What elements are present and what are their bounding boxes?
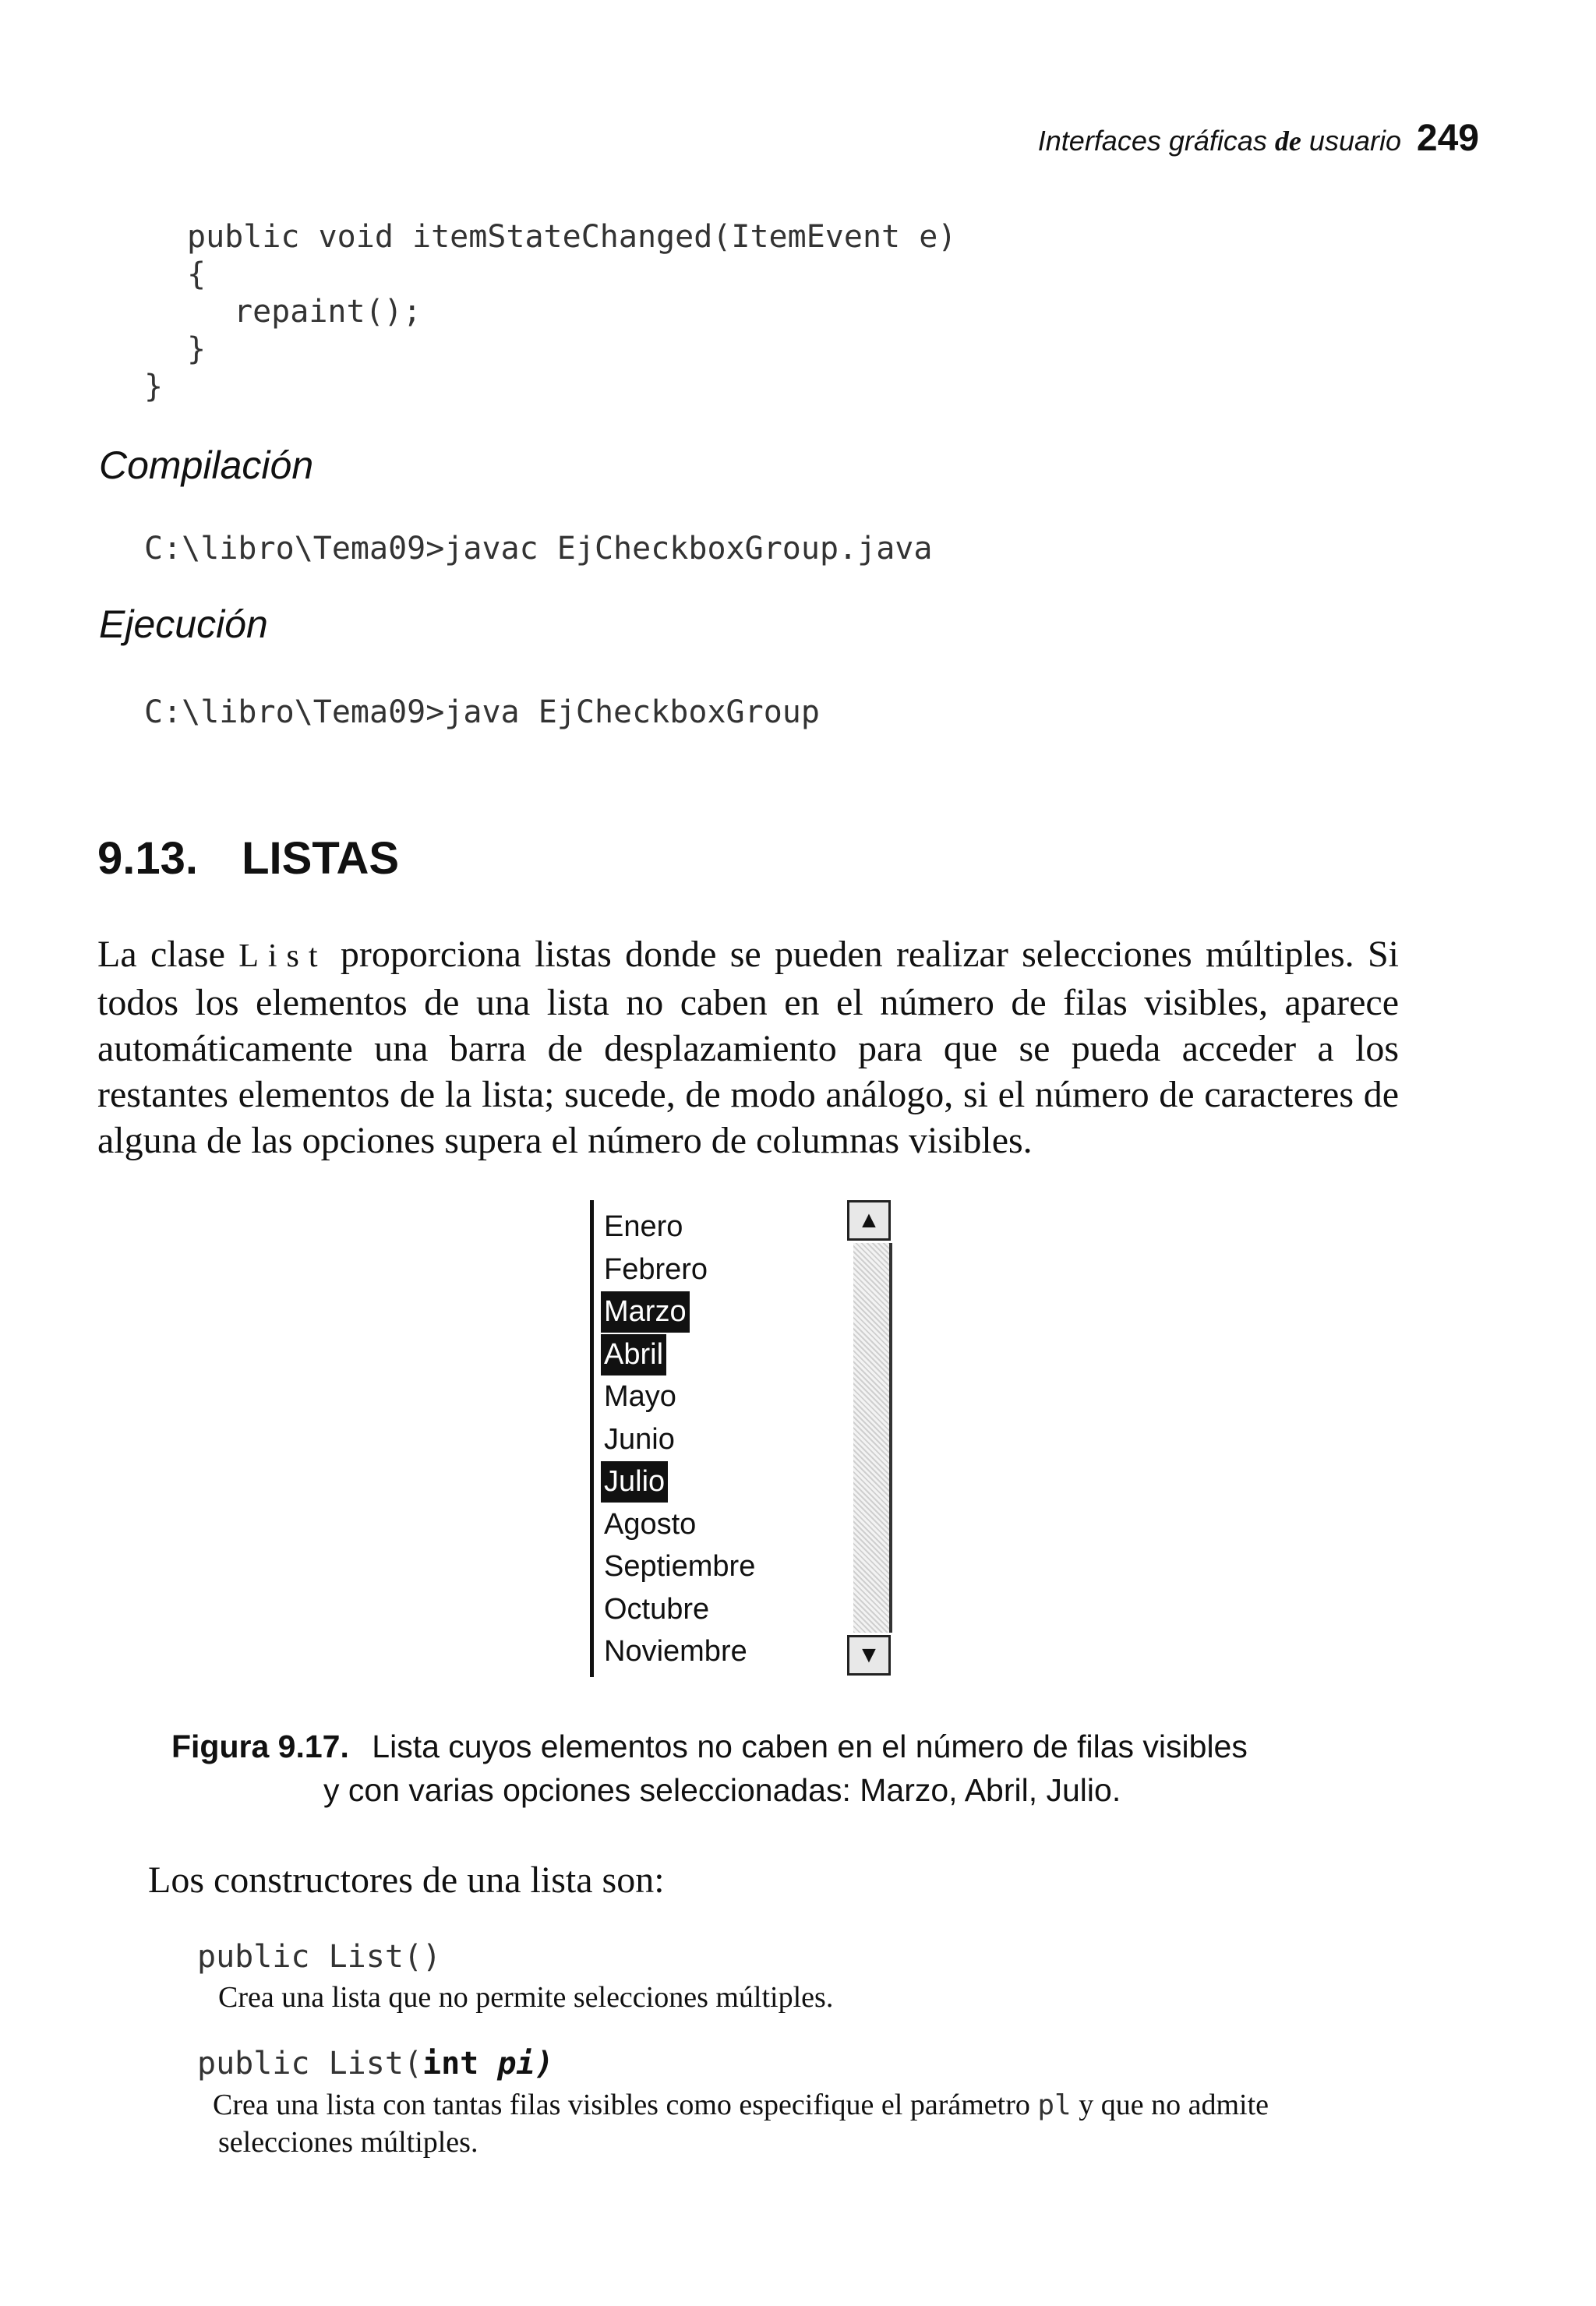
list-item[interactable]: Mayo — [604, 1380, 676, 1413]
caption-text-1: Lista cuyos elementos no caben en el número de filas visibles — [372, 1729, 1248, 1764]
list-item[interactable]: Junio — [604, 1422, 675, 1456]
arrow-up-icon: ▲ — [857, 1207, 881, 1233]
caption-line-1 — [171, 1725, 1418, 1768]
code-line: public void itemStateChanged(ItemEvent e) — [187, 219, 957, 255]
compile-label: Compilación — [99, 443, 314, 487]
constructor-1-signature: public List() — [197, 1939, 442, 1975]
scroll-down-button[interactable] — [847, 1635, 891, 1676]
running-title-part3: usuario — [1308, 125, 1401, 157]
code-line: { — [187, 256, 207, 292]
arrow-down-icon: ▼ — [857, 1642, 881, 1668]
constructor-2-desc-after: y que no admite — [1071, 2089, 1269, 2121]
constructor-2-param: pi) — [497, 2046, 554, 2082]
list-item[interactable]: Octubre — [604, 1592, 710, 1626]
constructor-2-desc-code: pl — [1037, 2089, 1072, 2121]
list-item[interactable]: Enero — [604, 1210, 683, 1243]
list-item[interactable]: Febrero — [604, 1252, 708, 1286]
constructor-1-description: Crea una lista que no permite selecciones múltiples. — [218, 1981, 834, 2014]
constructor-2-prefix: public List( — [197, 2046, 422, 2082]
constructor-2-desc-before: Crea una lista con tantas filas visibles como especifique el parámetro — [213, 2089, 1038, 2121]
page-number: 249 — [1416, 118, 1479, 159]
intro-paragraph — [97, 931, 1399, 1164]
figure-caption — [171, 1725, 1418, 1812]
list-item[interactable]: Agosto — [604, 1507, 697, 1541]
constructor-2-type: int — [422, 2046, 479, 2082]
constructors-intro: Los constructores de una lista son: — [148, 1859, 665, 1901]
run-command: C:\libro\Tema09>java EjCheckboxGroup — [144, 694, 820, 730]
code-line: } — [144, 369, 164, 404]
list-item[interactable]: Septiembre — [604, 1550, 756, 1583]
constructor-2-description — [213, 2087, 1405, 2124]
run-label: Ejecución — [99, 602, 268, 646]
intro-text-after: proporciona listas donde se pueden realizar selecciones múltiples. Si todos los elementos de una lista no caben en el número de filas visibles, aparece automáticamente una barra de desplazamiento para que se pueda acceder a los restantes elementos de la lista; sucede, de modo análogo, si el número de caracteres de alguna de las opciones supera el número de columnas visibles. — [97, 934, 1400, 1161]
class-name-list: List — [238, 938, 327, 974]
section-number: 9.13. — [97, 833, 198, 884]
scroll-up-button[interactable] — [847, 1200, 891, 1241]
code-line: repaint(); — [234, 294, 422, 330]
caption-text-2: y con varias opciones seleccionadas: Marzo, Abril, Julio. — [323, 1772, 1121, 1808]
list-item[interactable]: Julio — [601, 1461, 668, 1503]
compile-command: C:\libro\Tema09>javac EjCheckboxGroup.java — [144, 531, 933, 567]
list-left-border — [590, 1200, 594, 1677]
running-title-part2: de — [1274, 125, 1301, 157]
constructor-2-signature — [197, 2046, 554, 2082]
list-item[interactable]: Marzo — [601, 1291, 690, 1333]
scrollbar-track[interactable] — [853, 1243, 892, 1633]
section-title: LISTAS — [242, 833, 400, 884]
code-line: } — [187, 331, 207, 367]
constructor-2-description-line2: selecciones múltiples. — [218, 2126, 478, 2159]
list-item[interactable]: Abril — [601, 1334, 666, 1375]
intro-text-before: La clase — [97, 934, 239, 975]
running-title-part1: Interfaces gráficas — [1037, 125, 1267, 157]
caption-label: Figura 9.17. — [171, 1729, 349, 1764]
section-heading — [97, 832, 399, 885]
running-header — [1038, 125, 1401, 157]
list-widget[interactable] — [590, 1200, 892, 1677]
list-item[interactable]: Noviembre — [604, 1635, 747, 1668]
